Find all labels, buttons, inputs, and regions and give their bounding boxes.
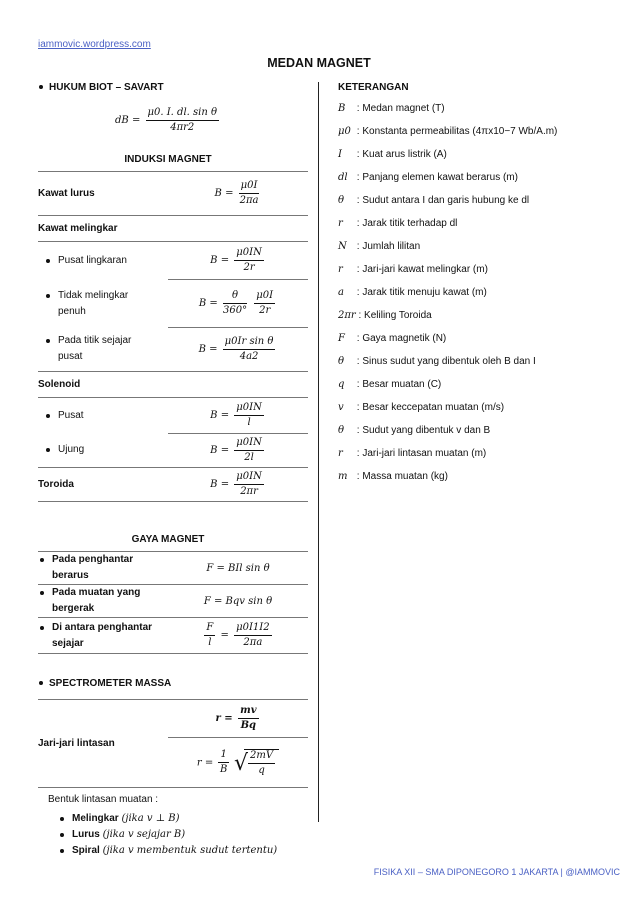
keterangan-text: : Konstanta permeabilitas (4πx10−7 Wb/A.m) — [356, 126, 558, 137]
keterangan-text: : Massa muatan (kg) — [356, 471, 448, 482]
table-row — [38, 216, 308, 242]
bullet-icon — [60, 849, 64, 853]
keterangan-symbol: 2πr — [338, 310, 356, 321]
keterangan-text: : Besar muatan (C) — [356, 379, 442, 390]
solenoid-ujung-formula: B = $\frac{\mu 0IN}{2l}$ — [168, 434, 308, 468]
sqrt-icon: √ $\frac{2mV}{q}$ — [234, 749, 279, 777]
list-item: Pada titik sejajar pusat — [38, 333, 144, 365]
table-row — [38, 618, 308, 654]
keterangan-symbol: θ — [338, 195, 345, 206]
jari-jari-label: Jari-jari lintasan — [38, 700, 168, 788]
keterangan-item — [338, 281, 628, 304]
jari-jari-formula-1: r = $\frac{mv}{Bq}$ — [168, 700, 308, 738]
gaya-sejajar-formula: $\frac{F}{l}$ = $\frac{\mu 0I1I2}{2\pi a}$ — [168, 618, 308, 654]
bentuk-label: Bentuk lintasan muatan : — [48, 794, 159, 805]
list-item: Pada penghantar berarus — [38, 552, 168, 584]
bullet-icon — [60, 833, 64, 837]
keterangan-item — [338, 143, 628, 166]
keterangan-text: : Sinus sudut yang dibentuk oleh B dan I — [356, 356, 536, 367]
keterangan-symbol: r — [338, 218, 343, 229]
keterangan-text: : Jari-jari kawat melingkar (m) — [356, 264, 488, 275]
bullet-icon — [46, 294, 50, 298]
table-row — [38, 434, 308, 468]
keterangan-item — [338, 373, 628, 396]
toroida-formula: B = $\frac{\mu 0IN}{2\pi r}$ — [168, 468, 308, 502]
keterangan-item — [338, 258, 628, 281]
keterangan-item — [338, 120, 628, 143]
keterangan-item — [338, 419, 628, 442]
bullet-icon — [40, 591, 44, 595]
keterangan-symbol: μ0 — [338, 126, 351, 137]
keterangan-symbol: B — [338, 103, 346, 114]
keterangan-item — [338, 327, 628, 350]
keterangan-item — [338, 442, 628, 465]
list-item: Di antara penghantar sejajar — [38, 620, 168, 652]
keterangan-item — [338, 166, 628, 189]
footer-text: FISIKA XII – SMA DIPONEGORO 1 JAKARTA | @IAMMOVIC — [373, 867, 620, 877]
keterangan-symbol: N — [338, 241, 347, 252]
kawat-lurus-label: Kawat lurus — [38, 172, 168, 216]
bullet-icon — [46, 259, 50, 263]
keterangan-symbol: v — [338, 402, 344, 413]
keterangan-item — [338, 235, 628, 258]
gaya-muatan-formula: F = Bqv sin θ — [168, 585, 308, 618]
page-title: MEDAN MAGNET — [267, 56, 371, 70]
titik-sejajar-formula: B = $\frac{\text{μ0Ir sin θ}}{4a2}$ — [168, 328, 308, 372]
keterangan-symbol: I — [338, 149, 342, 160]
right-column — [338, 82, 628, 488]
keterangan-text: : Keliling Toroida — [358, 310, 432, 321]
keterangan-text: : Jarak titik menuju kawat (m) — [356, 287, 487, 298]
jari-jari-formula-2: r = $\frac{1}{B}$ √ $\frac{2mV}{q}$ — [168, 738, 308, 788]
keterangan-symbol: r — [338, 448, 343, 459]
keterangan-symbol: r — [338, 264, 343, 275]
kawat-lurus-formula: B = $\frac{\mu 0I}{2\pi a}$ — [168, 172, 308, 216]
keterangan-heading: KETERANGAN — [338, 82, 409, 93]
bullet-icon — [39, 85, 43, 89]
bullet-icon — [46, 414, 50, 418]
solenoid-label: Solenoid — [38, 372, 308, 398]
table-row — [38, 398, 308, 434]
table-row — [38, 585, 308, 618]
keterangan-text: : Kuat arus listrik (A) — [356, 149, 447, 160]
keterangan-text: : Jari-jari lintasan muatan (m) — [356, 448, 487, 459]
biot-savart-formula: dB = $\frac{\text{μ0. I. dl. sin θ}}{4\pi r2}$ — [115, 107, 217, 133]
keterangan-text: : Gaya magnetik (N) — [356, 333, 447, 344]
table-row — [38, 468, 308, 502]
gaya-penghantar-formula: F = BIl sin θ — [168, 552, 308, 585]
keterangan-text: : Medan magnet (T) — [356, 103, 445, 114]
keterangan-text: : Panjang elemen kawat berarus (m) — [356, 172, 518, 183]
bullet-icon — [39, 681, 43, 685]
left-column — [38, 82, 298, 859]
keterangan-symbol: a — [338, 287, 344, 298]
keterangan-item — [338, 189, 628, 212]
table-row — [38, 172, 308, 216]
keterangan-text: : Besar keccepatan muatan (m/s) — [356, 402, 505, 413]
pusat-lingkaran-formula: B = $\frac{\mu 0IN}{2r}$ — [168, 242, 308, 280]
gaya-heading: GAYA MAGNET — [131, 534, 205, 545]
table-row — [38, 328, 308, 372]
biot-savart-heading: HUKUM BIOT – SAVART — [38, 82, 298, 93]
keterangan-item — [338, 212, 628, 235]
tidak-melingkar-formula: B = $\frac{\theta}{360^\circ}$ $\frac{\mu 0I}{2r}$ — [168, 280, 308, 328]
keterangan-text: : Sudut yang dibentuk v dan B — [356, 425, 491, 436]
keterangan-symbol: q — [338, 379, 345, 390]
keterangan-item — [338, 97, 628, 120]
list-item: Ujung — [38, 442, 168, 458]
induksi-table — [38, 171, 308, 502]
bullet-icon — [46, 448, 50, 452]
keterangan-item — [338, 465, 628, 488]
keterangan-text: : Jarak titik terhadap dl — [356, 218, 458, 229]
keterangan-symbol: θ — [338, 425, 345, 436]
keterangan-text: : Jumlah lilitan — [356, 241, 421, 252]
bullet-icon — [40, 558, 44, 562]
list-item: Spiral (jika v membentuk sudut tertentu) — [58, 843, 298, 859]
gaya-table — [38, 551, 308, 654]
keterangan-item — [338, 304, 628, 327]
spectrometer-table — [38, 699, 308, 788]
blog-link[interactable]: iammovic.wordpress.com — [38, 39, 151, 50]
table-row — [38, 242, 308, 280]
bullet-icon — [40, 626, 44, 630]
spectrometer-heading: SPECTROMETER MASSA — [38, 678, 298, 689]
list-item: Lurus (jika v sejajar B) — [58, 827, 298, 843]
keterangan-symbol: m — [338, 471, 348, 482]
keterangan-list — [338, 97, 628, 488]
column-divider — [318, 82, 319, 822]
list-item: Melingkar (jika v ⊥ B) — [58, 811, 298, 827]
keterangan-symbol: F — [338, 333, 345, 344]
toroida-label: Toroida — [38, 468, 168, 502]
bentuk-list — [38, 811, 298, 859]
solenoid-pusat-formula: B = $\frac{\mu 0IN}{l}$ — [168, 398, 308, 434]
list-item: Pusat — [38, 408, 168, 424]
list-item: Tidak melingkar penuh — [38, 288, 144, 320]
table-row — [38, 372, 308, 398]
keterangan-symbol: dl — [338, 172, 348, 183]
keterangan-text: : Sudut antara I dan garis hubung ke dl — [356, 195, 530, 206]
induksi-heading: INDUKSI MAGNET — [124, 154, 212, 165]
list-item: Pada muatan yang bergerak — [38, 585, 168, 617]
bullet-icon — [46, 339, 50, 343]
bullet-icon — [60, 817, 64, 821]
table-row — [38, 552, 308, 585]
keterangan-item — [338, 350, 628, 373]
keterangan-symbol: θ — [338, 356, 345, 367]
list-item: Pusat lingkaran — [38, 253, 168, 269]
table-row — [38, 700, 308, 738]
table-row — [38, 280, 308, 328]
keterangan-item — [338, 396, 628, 419]
kawat-melingkar-label: Kawat melingkar — [38, 216, 308, 242]
